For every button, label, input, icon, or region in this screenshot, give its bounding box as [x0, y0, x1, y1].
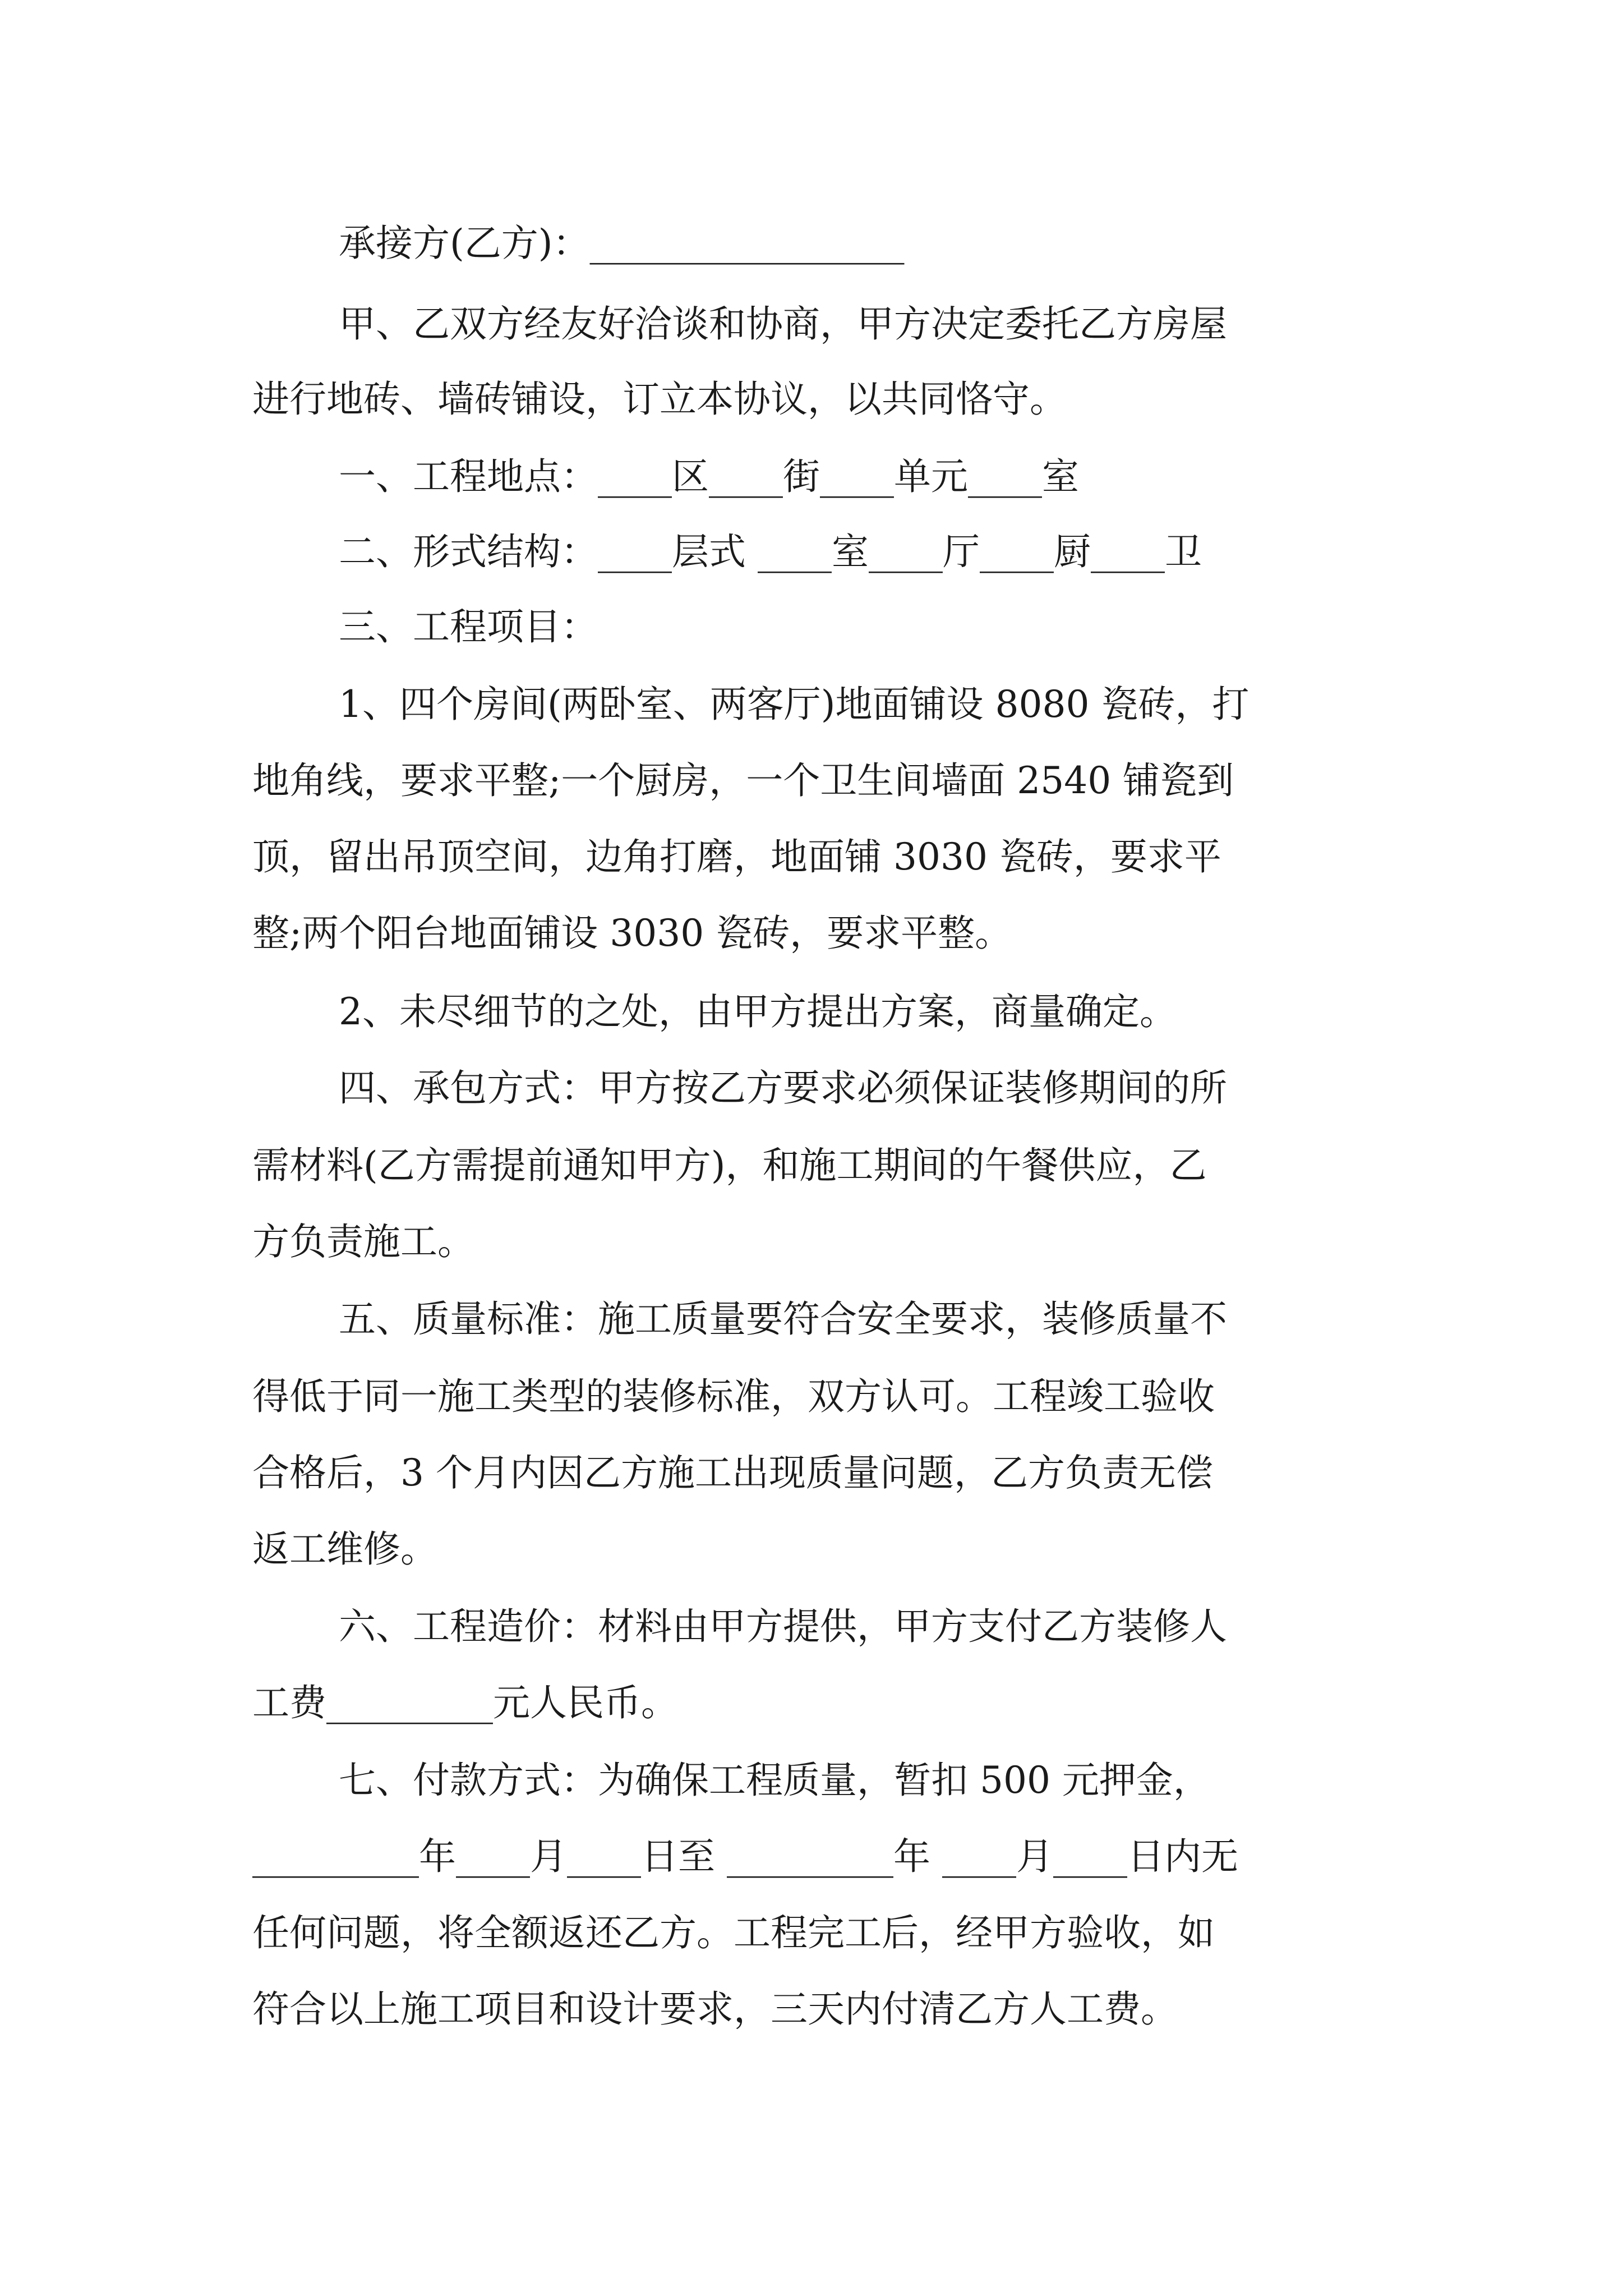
paragraph-line: 工费_________元人民币。: [252, 1681, 678, 1724]
paragraph-line: 返工维修。: [252, 1527, 437, 1571]
paragraph-line: 顶，留出吊顶空间，边角打磨，地面铺 3030 瓷砖，要求平: [252, 835, 1221, 878]
paragraph-line: 合格后，3 个月内因乙方施工出现质量问题，乙方负责无偿: [252, 1451, 1213, 1494]
paragraph-line: 需材料(乙方需提前通知甲方)，和施工期间的午餐供应，乙: [252, 1144, 1207, 1187]
paragraph-line: 任何问题，将全额返还乙方。工程完工后，经甲方验收，如: [252, 1911, 1215, 1954]
project-location-line: 一、工程地点：____区____街____单元____室: [339, 455, 1079, 498]
date-range-line: _________年____月____日至 _________年 ____月____日内无: [252, 1835, 1238, 1878]
paragraph-line: 甲、乙双方经友好洽谈和协商，甲方决定委托乙方房屋: [339, 302, 1227, 346]
section-heading: 三、工程项目：: [339, 605, 598, 648]
paragraph-line: 进行地砖、墙砖铺设，订立本协议，以共同恪守。: [252, 378, 1067, 421]
paragraph-line: 六、工程造价：材料由甲方提供，甲方支付乙方装修人: [339, 1605, 1227, 1648]
party-b-line: 承接方(乙方)：_________________: [339, 222, 905, 265]
structure-line: 二、形式结构：____层式 ____室____厅____厨____卫: [339, 530, 1202, 573]
paragraph-line: 符合以上施工项目和设计要求，三天内付清乙方人工费。: [252, 1987, 1178, 2031]
paragraph-line: 方负责施工。: [252, 1220, 474, 1263]
paragraph-line: 2、未尽细节的之处，由甲方提出方案，商量确定。: [339, 990, 1177, 1033]
paragraph-line: 得低于同一施工类型的装修标准，双方认可。工程竣工验收: [252, 1375, 1215, 1418]
paragraph-line: 整;两个阳台地面铺设 3030 瓷砖，要求平整。: [252, 912, 1012, 955]
paragraph-line: 地角线，要求平整;一个厨房，一个卫生间墙面 2540 铺瓷到: [252, 759, 1234, 802]
paragraph-line: 五、质量标准：施工质量要符合安全要求，装修质量不: [339, 1297, 1227, 1341]
paragraph-line: 1、四个房间(两卧室、两客厅)地面铺设 8080 瓷砖，打: [339, 683, 1249, 726]
paragraph-line: 七、付款方式：为确保工程质量，暂扣 500 元押金，: [339, 1759, 1210, 1802]
paragraph-line: 四、承包方式：甲方按乙方要求必须保证装修期间的所: [339, 1066, 1227, 1110]
